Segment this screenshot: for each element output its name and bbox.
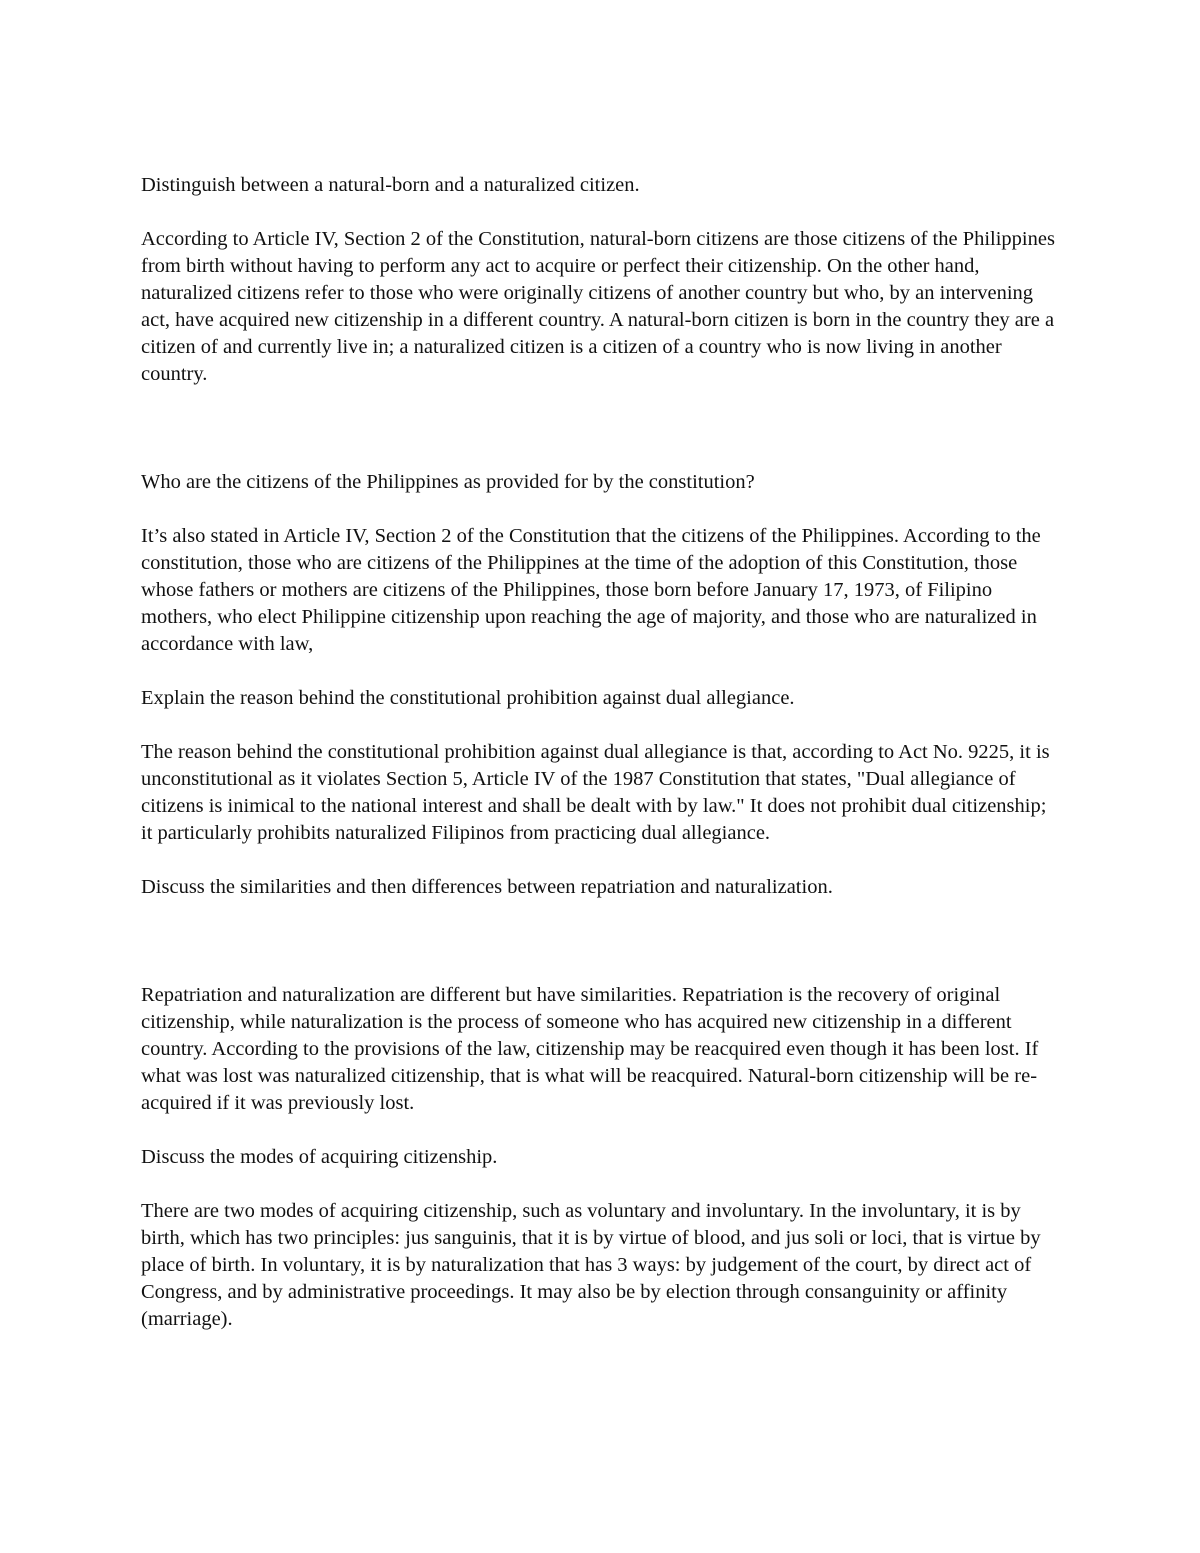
answer-citizens-of-philippines: It’s also stated in Article IV, Section 2 of the Constitution that the citizens of the Philippines. According to the constitution, those who are citizens of the Philippines at the time of the adoption of this Constitution, those whose fathers or mothers are citizens of the Philippines, those born before January 17, 1973, of Filipino mothers, who elect Philippine citizenship upon reaching the age of majority, and those who are naturalized in accordance with law,	[141, 525, 1041, 655]
document-body	[141, 172, 1061, 1333]
question-dual-allegiance: Explain the reason behind the constitutional prohibition against dual allegiance.	[141, 687, 795, 709]
question-citizens-of-philippines: Who are the citizens of the Philippines as provided for by the constitution?	[141, 471, 755, 493]
answer-natural-born-vs-naturalized: According to Article IV, Section 2 of the Constitution, natural-born citizens are those citizens of the Philippines from birth without having to perform any act to acquire or perfect their citizenship. On the other hand, naturalized citizens refer to those who were originally citizens of another country but who, by an intervening act, have acquired new citizenship in a different country. A natural-born citizen is born in the country they are a citizen of and currently live in; a naturalized citizen is a citizen of a country who is now living in another country.	[141, 228, 1055, 385]
answer-repatriation-naturalization: Repatriation and naturalization are different but have similarities. Repatriation is the recovery of original citizenship, while naturalization is the process of someone who has acquired new citizenship in a different country. According to the provisions of the law, citizenship may be reacquired even though it has been lost. If what was lost was naturalized citizenship, that is what will be reacquired. Natural-born citizenship will be re-acquired if it was previously lost.	[141, 984, 1039, 1114]
answer-modes-of-citizenship: There are two modes of acquiring citizenship, such as voluntary and involuntary. In the involuntary, it is by birth, which has two principles: jus sanguinis, that it is by virtue of blood, and jus soli or loci, that is virtue by place of birth. In voluntary, it is by naturalization that has 3 ways: by judgement of the court, by direct act of Congress, and by administrative proceedings. It may also be by election through consanguinity or affinity (marriage).	[141, 1200, 1041, 1330]
question-natural-born-vs-naturalized: Distinguish between a natural-born and a naturalized citizen.	[141, 174, 640, 196]
question-modes-of-citizenship: Discuss the modes of acquiring citizenship.	[141, 1146, 498, 1168]
question-repatriation-naturalization: Discuss the similarities and then differences between repatriation and naturalization.	[141, 876, 833, 898]
answer-dual-allegiance: The reason behind the constitutional prohibition against dual allegiance is that, according to Act No. 9225, it is unconstitutional as it violates Section 5, Article IV of the 1987 Constitution that states, "Dual allegiance of citizens is inimical to the national interest and shall be dealt with by law." It does not prohibit dual citizenship; it particularly prohibits naturalized Filipinos from practicing dual allegiance.	[141, 741, 1050, 844]
